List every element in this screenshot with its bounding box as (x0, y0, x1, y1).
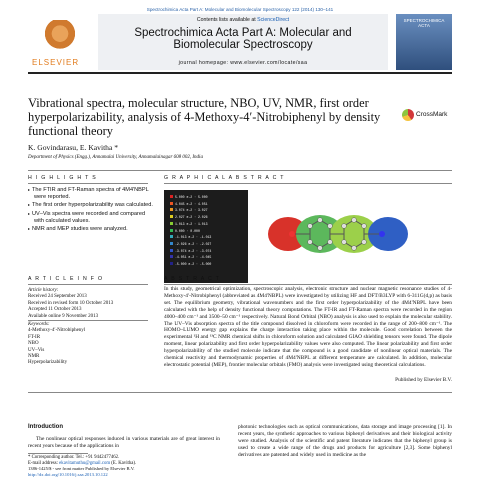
abstract-heading: A B S T R A C T (164, 276, 221, 282)
info-rule-top (28, 284, 148, 285)
article-info-heading: A R T I C L E I N F O (28, 276, 104, 282)
publisher-note: Published by Elsevier B.V. (395, 377, 452, 383)
highlights-rule (28, 183, 148, 184)
scale-swatch (170, 249, 173, 252)
abstract-rule-bottom (28, 392, 452, 393)
scale-swatch (170, 215, 173, 218)
highlights-heading: H I G H L I G H T S (28, 175, 97, 181)
scale-row: 3.074 e-2 · 3.027 (170, 207, 211, 214)
introduction-heading: Introduction (28, 424, 63, 430)
scale-row: 4.045 e-2 · 4.051 (170, 201, 211, 208)
scale-swatch (170, 229, 173, 232)
graphical-abstract-legend (164, 190, 248, 283)
info-rule-mid (28, 320, 148, 321)
online-date: Available online 9 November 2013 (28, 313, 99, 319)
scale-row: -2.026 e-2 · -2.027 (170, 241, 211, 248)
journal-homepage[interactable]: journal homepage: www.elsevier.com/locate/saa (178, 60, 308, 66)
authors: K. Govindarasu, E. Kavitha * (28, 143, 119, 152)
section-rule (28, 170, 452, 171)
keyword-item: UV–Vis (28, 347, 45, 353)
publisher-name: ELSEVIER (32, 58, 80, 67)
keyword-item: NBO (28, 341, 39, 347)
highlight-item: ▸ The first order hyperpolarizability was calculated. (34, 201, 154, 209)
sciencedirect-link[interactable]: ScienceDirect (257, 17, 290, 23)
scale-row: -4.051 e-2 · -4.045 (170, 254, 211, 261)
scale-swatch (170, 195, 173, 198)
keywords (28, 322, 148, 367)
introduction-text-right-column: photonic technologies such as optical communications, data storage and image processing [1]. In recent years, the synthetic approaches to various biphenyl derivatives and their biological activity were studied. Analysis of the scientific and patent literature indicates that the biphenyl group is used to create a wide range of the drugs and products for agriculture [2,3]. Some biphenyl derivatives are patented and widely used in medicine as the (238, 424, 452, 458)
scale-swatch (170, 208, 173, 211)
email-link[interactable]: ekavitamuthu@gmail.com (59, 460, 111, 466)
graphical-abstract-heading: G R A P H I C A L A B S T R A C T (164, 175, 285, 181)
journal-name (98, 27, 388, 51)
keyword-item: FT-IR (28, 334, 41, 340)
crossmark-icon (402, 109, 414, 121)
contents-prefix: Contents lists available at (196, 17, 258, 23)
scale-swatch (170, 242, 173, 245)
highlight-item: ▸ NMR and MEP studies were analyzed. (34, 225, 154, 233)
crossmark-label: CrossMark (416, 111, 448, 118)
corresponding-author-footnote (28, 455, 228, 467)
keyword-item: NMR (28, 354, 40, 360)
scale-row: -1.013 e-2 · -1.013 (170, 234, 211, 241)
journal-reference[interactable]: Spectrochimica Acta Part A: Molecular and Biomolecular Spectroscopy 122 (2014) 130–141 (146, 7, 334, 12)
elsevier-logo[interactable] (28, 14, 94, 70)
highlights-list (28, 186, 154, 233)
journal-name-line1: Spectrochimica Acta Part A: Molecular and (134, 27, 352, 39)
cover-title: SPECTROCHIMICA ACTA (403, 18, 445, 28)
scale-swatch (170, 202, 173, 205)
scale-swatch (170, 262, 173, 265)
keywords-label: Keywords: (28, 322, 50, 327)
scale-row: 1.013 e-2 · 1.013 (170, 221, 211, 228)
keyword-item: Hyperpolarizability (28, 360, 68, 366)
revised-date: Received in revised form 10 October 2013 (28, 300, 114, 306)
article-title: Vibrational spectra, molecular structure, NBO, UV, NMR, first order hyperpolarizability, analysis of 4-Methoxy-4′-Nitrobiphenyl by density functional theory (28, 96, 381, 138)
keyword-item: 4-Methoxy-4′-Nitrobiphenyl (28, 328, 86, 334)
scale-swatch (170, 222, 173, 225)
introduction-text: The nonlinear optical responses induced in various materials are of great interest in recent years because of the applications in (28, 436, 220, 449)
scale-row: -5.000 e-2 · -5.000 (170, 261, 211, 268)
nitrogen-atom (379, 231, 385, 237)
elsevier-tree-icon (42, 20, 78, 54)
affiliation: Department of Physics (Engg.), Annamalai University, Annamalainagar 608 002, India (28, 155, 203, 160)
journal-header (98, 14, 388, 70)
crossmark-badge[interactable] (402, 109, 454, 121)
graphical-rule (164, 183, 452, 184)
accepted-date: Accepted 11 October 2013 (28, 307, 82, 313)
scale-row: 2.027 e-2 · 2.026 (170, 214, 211, 221)
scale-row: -3.074 e-2 · -3.074 (170, 248, 211, 255)
footnote-rule (28, 453, 88, 454)
header-rule (28, 72, 452, 74)
scale-swatch (170, 255, 173, 258)
oxygen-atom (289, 231, 295, 237)
highlight-item: ▸ The FTIR and FT-Raman spectra of 4M4'NBPL were reported. (34, 186, 154, 201)
color-scale-list (170, 194, 211, 268)
molecule-mep-figure (258, 188, 418, 280)
doi-link[interactable]: http://dx.doi.org/10.1016/j.saa.2013.10.122 (28, 471, 108, 477)
highlight-item: ▸ UV–Vis spectra were recorded and compared with calculated values. (34, 210, 154, 225)
abstract-rule-top (164, 284, 452, 285)
journal-banner (28, 14, 452, 70)
issn-block (28, 466, 228, 477)
received-date: Received 24 September 2013 (28, 294, 87, 300)
history-label: Article history: (28, 288, 59, 293)
issn-line: 1386-1425/$ - see front matter Published by Elsevier B.V. (28, 466, 135, 471)
scale-swatch (170, 235, 173, 238)
article-history (28, 288, 148, 320)
footnote-phone: * Corresponding author. Tel.: +91 9442477462. (28, 455, 120, 460)
journal-name-line2: Biomolecular Spectroscopy (173, 39, 313, 51)
scale-row: 0.000 · 0.000 (170, 228, 211, 235)
journal-cover-image (396, 14, 452, 70)
contents-line (98, 17, 388, 23)
abstract-text: In this study, geometrical optimization, spectroscopic analysis, electronic structure and nuclear magnetic resonance studies of 4-Methoxy-4′-Nitrobiphenyl (abbreviated as 4M4'NBPL) were investigated by utilizing HF and DFT/B3LYP with 6-311G(d,p) as basis set. The equilibrium geometry, vibrational wavenumbers and the first order hyperpolarizability of the 4M4'NBPL have been calculated with the help of density functional theory computations. The FT-IR and FT-Raman spectra were recorded in the region 4000–400 cm⁻¹ and 3500–50 cm⁻¹ respectively. Natural Bond Orbital (NBO) analysis is also used to explain the molecular stability. The UV–Vis absorption spectra of the title compound dissolved in chloroform were recorded in the range of 200–800 cm⁻¹. The HOMO–LUMO energy gap explains the charge interaction taking place within the molecule. Good correlation between the experimental ¹H and ¹³C NMR chemical shifts in chloroform solution and calculated GIAO shielding tensors were found. The dipole moment, linear polarizability and first order hyperpolarizability values were also computed. The linear polarizability and first order hyperpolarizability of the studied molecule indicate that the compound is a good candidate of nonlinear optical materials. The chemical reactivity and thermodynamic properties of 4M4'NBPL at different temperature are calculated. In addition, molecular electrostatic potential (MEP), frontier molecular orbitals (FMO) analysis were investigated using theoretical calculations. (164, 286, 452, 368)
scale-row: 5.000 e-2 · 5.000 (170, 194, 211, 201)
footnote-email-line: E-mail address: ekavitamuthu@gmail.com (E. Kavitha). (28, 460, 137, 466)
